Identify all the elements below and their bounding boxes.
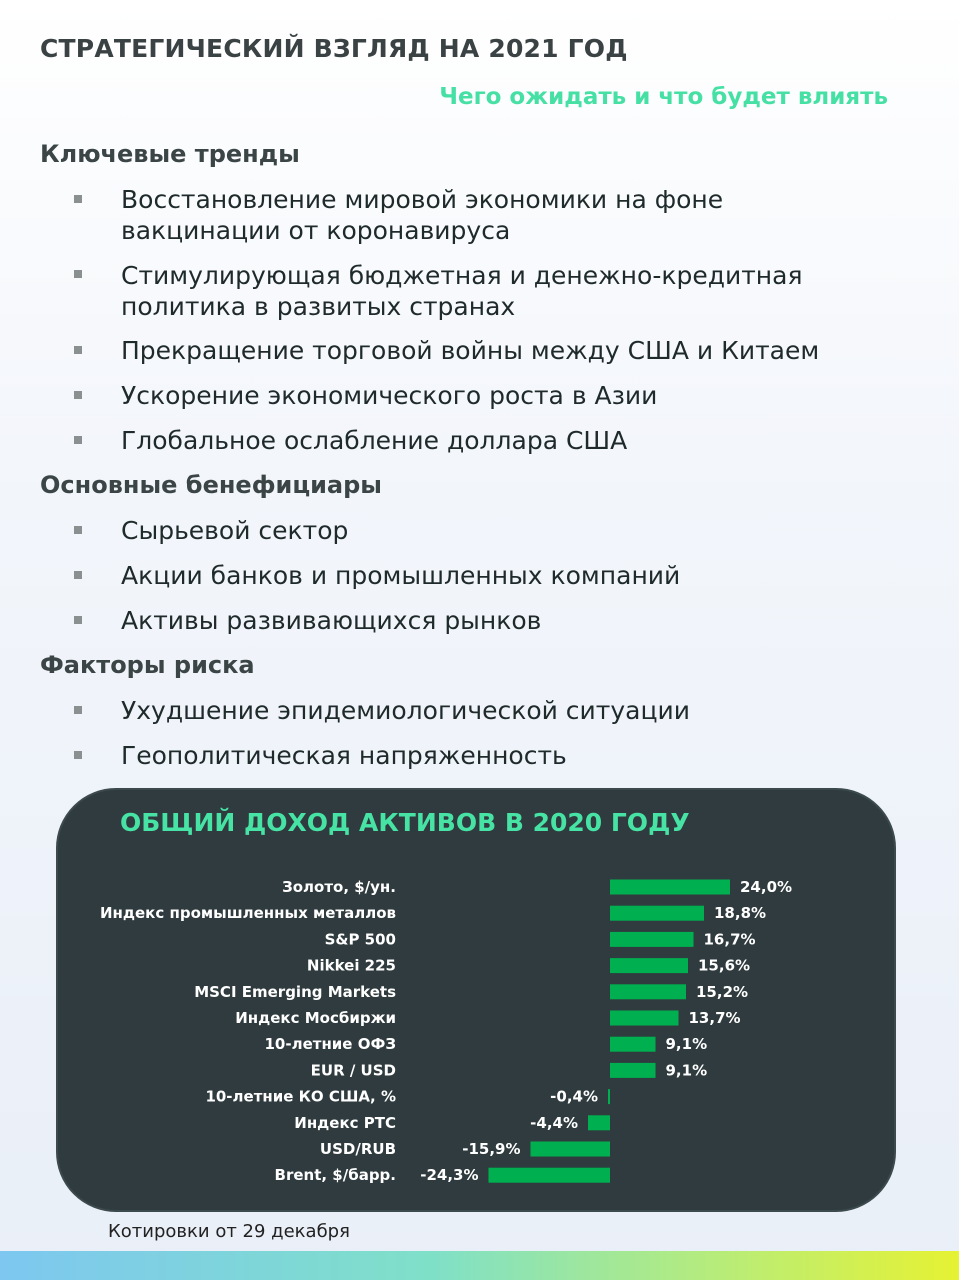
list-item: Прекращение торговой войны между США и Китаем	[121, 336, 820, 365]
data-label: -15,9%	[462, 1140, 521, 1158]
list-item: Стимулирующая бюджетная и денежно-кредитная политика в развитых странах	[121, 261, 803, 321]
list-item: Сырьевой сектор	[121, 516, 349, 545]
data-label: 13,7%	[688, 1009, 741, 1027]
bar	[610, 1037, 656, 1052]
category-label: EUR / USD	[310, 1061, 396, 1080]
bar	[610, 932, 694, 947]
category-label: Золото, $/ун.	[282, 878, 396, 896]
data-label: -0,4%	[550, 1087, 598, 1106]
category-label: S&P 500	[324, 930, 396, 949]
category-label: USD/RUB	[319, 1140, 396, 1158]
bar	[610, 984, 686, 999]
category-label: Brent, $/барр.	[274, 1166, 396, 1185]
section-heading-key-trends: Ключевые тренды	[40, 140, 300, 168]
list-item: Ухудшение эпидемиологической ситуации	[121, 696, 690, 725]
data-label: 18,8%	[714, 904, 767, 923]
bar	[489, 1168, 611, 1183]
bar	[531, 1142, 611, 1157]
list-item: Акции банков и промышленных компаний	[121, 561, 681, 590]
category-label: Индекс РТС	[294, 1113, 396, 1132]
category-label: 10-летние ОФЗ	[264, 1035, 396, 1054]
data-label: 16,7%	[703, 930, 756, 949]
bar	[610, 1011, 679, 1026]
category-label: Индекс промышленных металлов	[99, 904, 396, 923]
category-label: Nikkei 225	[306, 956, 396, 975]
data-label: 24,0%	[740, 878, 793, 896]
list-item: Активы развивающихся рынков	[121, 606, 542, 635]
data-label: 15,2%	[696, 982, 749, 1001]
footnote: Котировки от 29 декабря	[108, 1221, 350, 1242]
list-item: Ускорение экономического роста в Азии	[121, 381, 658, 410]
section-heading-beneficiaries: Основные бенефициары	[40, 471, 383, 499]
section-heading-risk-factors: Факторы риска	[40, 651, 255, 679]
bottom-gradient-bar	[0, 1251, 959, 1280]
list-item: Геополитическая напряженность	[121, 741, 567, 770]
category-label: MSCI Emerging Markets	[194, 982, 396, 1001]
data-label: -24,3%	[420, 1166, 479, 1185]
data-label: 15,6%	[698, 956, 751, 975]
category-label: Индекс Мосбиржи	[235, 1009, 396, 1027]
list-item: Глобальное ослабление доллара США	[121, 426, 628, 455]
category-label: 10-летние КО США, %	[205, 1087, 396, 1106]
bar	[588, 1115, 610, 1130]
data-label: -4,4%	[530, 1113, 578, 1132]
page-subtitle: Чего ожидать и что будет влиять	[439, 84, 888, 110]
bar	[610, 880, 730, 895]
list-item: Восстановление мировой экономики на фоне вакцинации от коронавируса	[121, 185, 724, 245]
data-label: 9,1%	[665, 1061, 708, 1080]
bar	[610, 958, 688, 973]
bar	[610, 1063, 656, 1078]
bar	[610, 906, 704, 921]
page-title: СТРАТЕГИЧЕСКИЙ ВЗГЛЯД НА 2021 ГОД	[40, 34, 628, 63]
data-label: 9,1%	[665, 1035, 708, 1054]
chart-title: ОБЩИЙ ДОХОД АКТИВОВ В 2020 ГОДУ	[120, 808, 690, 837]
bar	[608, 1089, 610, 1104]
